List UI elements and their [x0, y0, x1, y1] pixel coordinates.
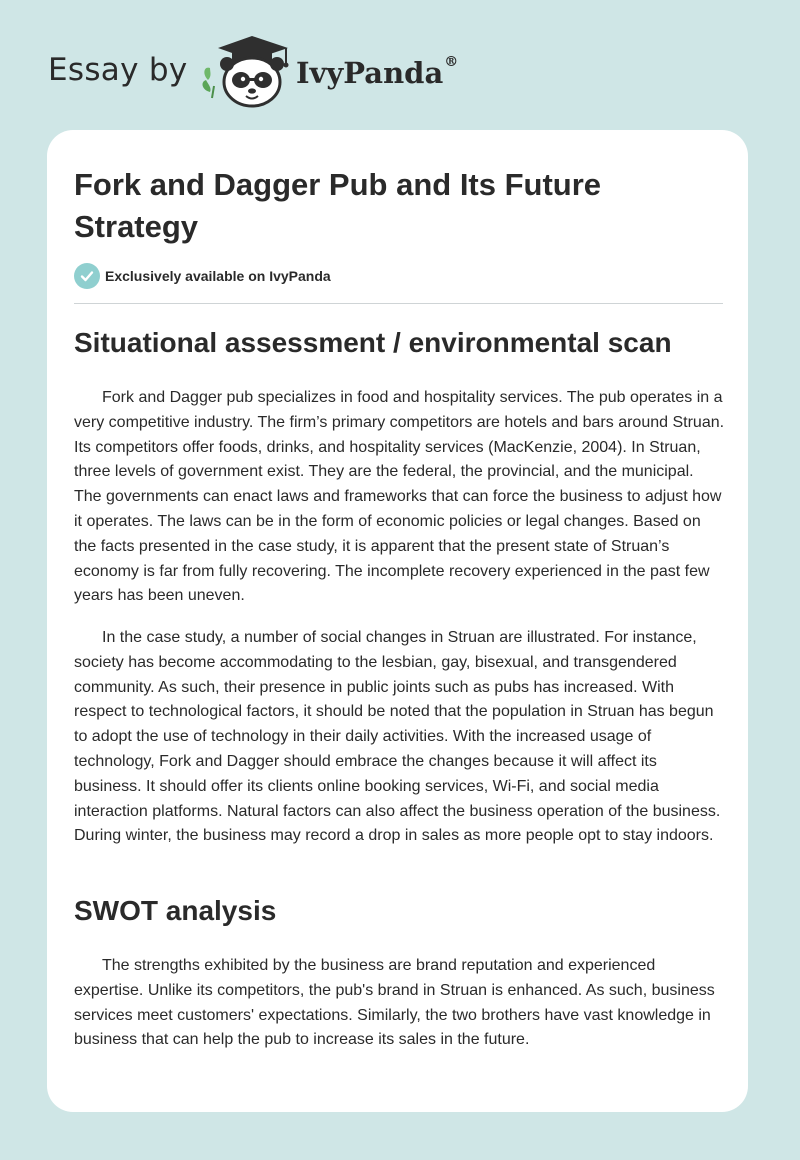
panda-graduate-icon[interactable] — [198, 34, 294, 110]
paragraph: In the case study, a number of social changes in Struan are illustrated. For instance, society has become accommodating to the lesbian, gay, bisexual, and transgendered community. As such, their presence in public joints such as pubs has increased. With respect to technological factors, it should be noted that the population in Struan has begun to adopt the use of technology in their daily activities. With the increased usage of technology, Fork and Dagger should embrace the changes because it will affect its business. It should offer its clients online booking services, Wi-Fi, and social media interaction platforms. Natural factors can also affect the business operation of the business. During winter, the business may record a drop in sales as more people opt to stay indoors. — [74, 629, 721, 845]
essay-card — [47, 130, 748, 1112]
check-circle-icon — [74, 263, 100, 289]
section-heading: SWOT analysis — [74, 895, 277, 926]
divider — [74, 303, 723, 304]
essay-title: Fork and Dagger Pub and Its Future Strategy — [74, 167, 602, 244]
section-heading: Situational assessment / environmental scan — [74, 327, 672, 358]
exclusive-badge — [74, 262, 331, 290]
exclusive-label: Exclusively available on IvyPanda — [105, 268, 331, 284]
paragraph: Fork and Dagger pub specializes in food and hospitality services. The pub operates in a very competitive industry. The firm’s primary competitors are hotels and bars around Struan. Its competitors offer foods, drinks, and hospitality services (MacKenzie, 2004). In Struan, three levels of government exist. They are the federal, the provincial, and the municipal. The governments can enact laws and frameworks that can force the business to adjust how it operates. The laws can be in the form of economic policies or legal changes. Based on the facts presented in the case study, it is apparent that the present state of Struan’s economy is far from fully recovering. The incomplete recovery experienced in the past few years has been uneven. — [74, 389, 725, 605]
site-header — [0, 0, 800, 130]
brand-name[interactable]: IvyPanda® — [296, 54, 459, 90]
paragraph: The strengths exhibited by the business are brand reputation and experienced expertise. Unlike its competitors, the pub's brand in Struan is enhanced. As such, business services meet customers' expectations. Similarly, the two brothers have vast knowledge in business that can help the pub to increase its sales in the future. — [74, 957, 715, 1049]
registered-mark: ® — [444, 54, 459, 70]
essay-by-label: Essay by — [48, 52, 188, 88]
